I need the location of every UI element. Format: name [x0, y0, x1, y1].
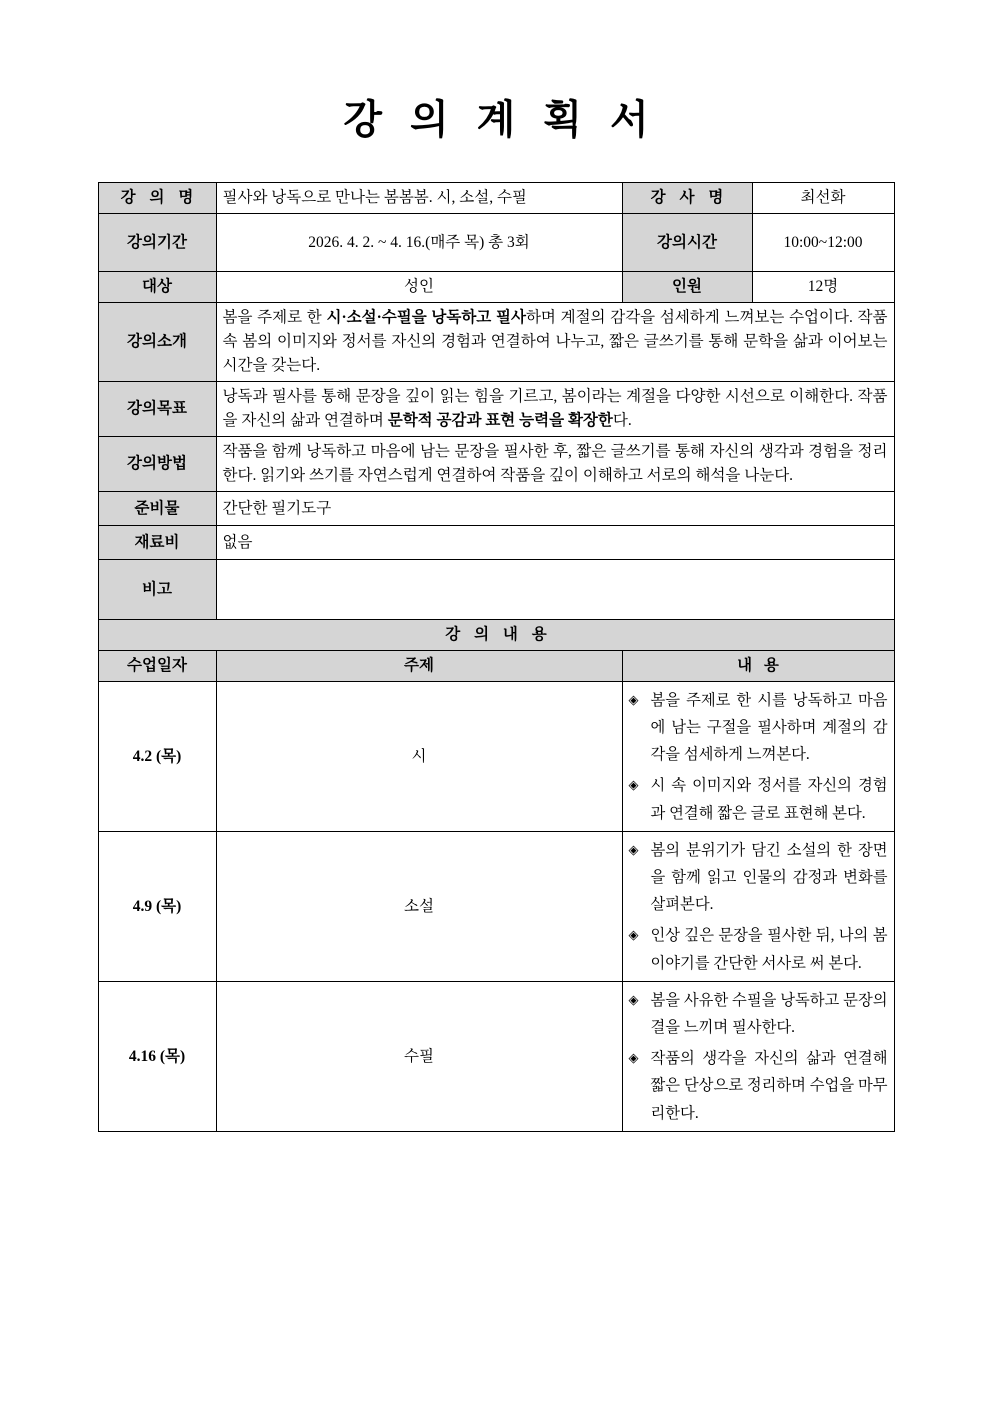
schedule-topic-2: 수필 [216, 982, 622, 1132]
label-method: 강의방법 [98, 437, 216, 492]
list-item [629, 837, 888, 919]
label-goal: 강의목표 [98, 382, 216, 437]
table-row-method [98, 437, 894, 492]
page-title: 강 의 계 획 서 [343, 97, 658, 142]
schedule-content-1 [622, 832, 894, 982]
table-row-target [98, 272, 894, 303]
value-instructor: 최선화 [752, 183, 894, 214]
list-item [629, 1045, 888, 1127]
goal-part-2: 다. [612, 412, 632, 430]
value-intro [216, 303, 894, 382]
column-header-content: 내 용 [622, 651, 894, 682]
table-row-note [98, 560, 894, 620]
intro-part-2: 하며 계절의 감각을 섬세하게 느껴보는 수업이다. 작품 속 봄의 이미지와 정서를 자신의 경험과 연결하여 나누고, 짧은 글쓰기를 통해 문학을 삶과 이어보는 시간을 갖는다. [222, 309, 888, 375]
list-item-text: 봄을 주제로 한 시를 낭독하고 마음에 남는 구절을 필사하며 계절의 감각을 섬세하게 느껴본다. [650, 691, 888, 764]
goal-part-1: 낭독과 필사를 통해 문장을 깊이 읽는 힘을 기르고, 봄이라는 계절을 다양한 시선으로 이해한다. 작품을 자신의 삶과 연결하며 [222, 388, 888, 430]
label-intro: 강의소개 [98, 303, 216, 382]
label-fee: 재료비 [98, 526, 216, 560]
list-item-text: 시 속 이미지와 정서를 자신의 경험과 연결해 짧은 글로 표현해 본다. [650, 777, 888, 822]
diamond-bullet-icon: ◈ [628, 1050, 639, 1066]
intro-part-1: 봄을 주제로 한 [222, 309, 327, 327]
diamond-bullet-icon: ◈ [628, 841, 639, 857]
diamond-bullet-icon: ◈ [628, 691, 639, 707]
list-item-text: 작품의 생각을 자신의 삶과 연결해 짧은 단상으로 정리하며 수업을 마무리한다. [650, 1050, 888, 1122]
table-row-intro [98, 303, 894, 382]
list-item [629, 987, 888, 1041]
value-period: 2026. 4. 2. ~ 4. 16.(매주 목) 총 3회 [216, 214, 622, 272]
goal-bold-1: 문학적 공감과 표현 능력을 확장한 [387, 412, 613, 430]
table-row [98, 832, 894, 982]
schedule-date-1: 4.9 (목) [98, 832, 216, 982]
label-period: 강의기간 [98, 214, 216, 272]
schedule-content-2 [622, 982, 894, 1132]
value-method: 작품을 함께 낭독하고 마음에 남는 문장을 필사한 후, 짧은 글쓰기를 통해 자신의 생각과 경험을 정리한다. 읽기와 쓰기를 자연스럽게 연결하여 작품을 깊이 이해하고 서로의 해석을 나눈다. [216, 437, 894, 492]
list-item-text: 봄의 분위기가 담긴 소설의 한 장면을 함께 읽고 인물의 감정과 변화를 살펴본다. [650, 841, 888, 914]
bullet-list-0 [629, 687, 888, 827]
label-target: 대상 [98, 272, 216, 303]
table-row [98, 982, 894, 1132]
value-note [216, 560, 894, 620]
table-row-course-name [98, 183, 894, 214]
label-capacity: 인원 [622, 272, 752, 303]
label-instructor: 강 사 명 [622, 183, 752, 214]
lecture-plan-table [98, 182, 895, 1132]
label-time: 강의시간 [622, 214, 752, 272]
table-row-column-headers [98, 651, 894, 682]
schedule-topic-1: 소설 [216, 832, 622, 982]
column-header-topic: 주제 [216, 651, 622, 682]
list-item [629, 922, 888, 976]
value-target: 성인 [216, 272, 622, 303]
table-row-fee [98, 526, 894, 560]
table-row-goal [98, 382, 894, 437]
value-course-name: 필사와 낭독으로 만나는 봄봄봄. 시, 소설, 수필 [216, 183, 622, 214]
table-row-section-header [98, 620, 894, 651]
value-materials: 간단한 필기도구 [216, 492, 894, 526]
schedule-content-0 [622, 682, 894, 832]
bullet-list-2 [629, 987, 888, 1127]
schedule-date-0: 4.2 (목) [98, 682, 216, 832]
diamond-bullet-icon: ◈ [628, 927, 639, 943]
bullet-list-1 [629, 837, 888, 977]
value-goal [216, 382, 894, 437]
diamond-bullet-icon: ◈ [628, 991, 639, 1007]
table-row-materials [98, 492, 894, 526]
column-header-date: 수업일자 [98, 651, 216, 682]
list-item [629, 687, 888, 769]
list-item-text: 봄을 사유한 수필을 낭독하고 문장의 결을 느끼며 필사한다. [650, 991, 888, 1036]
list-item-text: 인상 깊은 문장을 필사한 뒤, 나의 봄 이야기를 간단한 서사로 써 본다. [650, 927, 888, 972]
label-materials: 준비물 [98, 492, 216, 526]
label-note: 비고 [98, 560, 216, 620]
section-title-course-content: 강 의 내 용 [98, 620, 894, 651]
table-row [98, 682, 894, 832]
value-capacity: 12명 [752, 272, 894, 303]
diamond-bullet-icon: ◈ [628, 777, 639, 793]
schedule-topic-0: 시 [216, 682, 622, 832]
label-course-name: 강 의 명 [98, 183, 216, 214]
schedule-date-2: 4.16 (목) [98, 982, 216, 1132]
value-time: 10:00~12:00 [752, 214, 894, 272]
value-fee: 없음 [216, 526, 894, 560]
table-row-period [98, 214, 894, 272]
list-item [629, 772, 888, 826]
intro-bold-1: 시·소설·수필을 낭독하고 필사 [326, 309, 526, 327]
